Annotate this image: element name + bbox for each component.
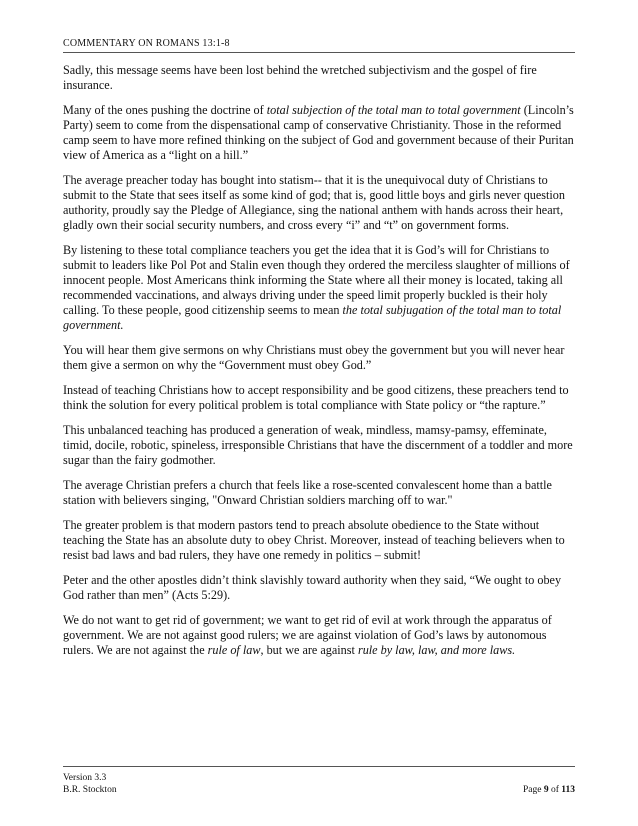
author-label: B.R. Stockton: [63, 785, 117, 795]
body-paragraph: [63, 243, 575, 333]
text-run: The average preacher today has bought into statism-- that it is the unequivocal duty of Christians to submit to the State that sees itself as some kind of god; that is, good little boys and girls never question authority, proudly say the Pledge of Allegiance, sing the national anthem with hands across their heart, gladly own their social security numbers, and cross every “i” and “t” on government forms.: [63, 173, 565, 232]
page-footer: [63, 772, 575, 796]
text-run: Many of the ones pushing the doctrine of: [63, 103, 267, 117]
version-label: Version 3.3: [63, 773, 107, 783]
text-run: Instead of teaching Christians how to accept responsibility and be good citizens, these preachers tend to think the solution for every political problem is total compliance with State policy or “the rapture.”: [63, 383, 569, 412]
body-paragraph: [63, 173, 575, 233]
text-run: , but we are against: [260, 643, 358, 657]
body-paragraph: [63, 103, 575, 163]
text-run: The greater problem is that modern pastors tend to preach absolute obedience to the State without teaching the State has an absolute duty to obey Christ. Moreover, instead of teaching believers when to resist bad laws and bad rulers, they have one remedy in politics – submit!: [63, 518, 565, 562]
document-body: [63, 63, 575, 668]
text-run: We do not want to get rid of government; we want to get rid of evil at work through the apparatus of government. We are not against good rulers; we are against violation of God’s laws by autonomous rulers. We are not against the: [63, 613, 552, 657]
italic-text: total subjection of the total man to total government: [266, 103, 521, 117]
body-paragraph: [63, 63, 575, 93]
text-run: (Lincoln’s Party) seem to come from the dispensational camp of conservative Christianity. Those in the reformed camp seem to have more refined thinking on the subject of God and government because of their Puritan view of America as a “light on a hill.”: [63, 103, 574, 162]
italic-text: rule of law: [207, 643, 261, 657]
text-run: This unbalanced teaching has produced a generation of weak, mindless, mamsy-pamsy, effeminate, timid, docile, robotic, spineless, irresponsible Christians that have the discernment of a toddler and more sugar than the fairy godmother.: [63, 423, 573, 467]
header-divider: [63, 52, 575, 53]
text-run: By listening to these total compliance teachers you get the idea that it is God’s will for Christians to submit to leaders like Pol Pot and Stalin even though they ordered the merciless slaughter of millions of innocent people. Most Americans think informing the State where all their money is located, taking all recommended vaccinations, and always driving under the speed limit properly buckled is their holy calling. To these people, good citizenship seems to mean: [63, 243, 570, 317]
body-paragraph: [63, 343, 575, 373]
body-paragraph: [63, 478, 575, 508]
text-run: The average Christian prefers a church that feels like a rose-scented convalescent home than a battle station with believers singing, "Onward Christian soldiers marching off to war.": [63, 478, 552, 507]
body-paragraph: [63, 518, 575, 563]
italic-text: rule by law, law, and more laws.: [357, 643, 516, 657]
italic-text: the total subjugation of the total man to total government.: [63, 303, 562, 332]
text-run: Peter and the other apostles didn’t think slavishly toward authority when they said, “We ought to obey God rather than men” (Acts 5:29).: [63, 573, 562, 602]
text-run: Sadly, this message seems have been lost behind the wretched subjectivism and the gospel of fire insurance.: [63, 63, 537, 92]
body-paragraph: [63, 383, 575, 413]
body-paragraph: [63, 423, 575, 468]
body-paragraph: [63, 573, 575, 603]
page-number: Page 9 of 113: [523, 785, 575, 795]
footer-divider: [63, 766, 575, 767]
text-run: You will hear them give sermons on why Christians must obey the government but you will never hear them give a sermon on why the “Government must obey God.”: [63, 343, 565, 372]
body-paragraph: [63, 613, 575, 658]
running-header: COMMENTARY ON ROMANS 13:1-8: [63, 38, 230, 49]
